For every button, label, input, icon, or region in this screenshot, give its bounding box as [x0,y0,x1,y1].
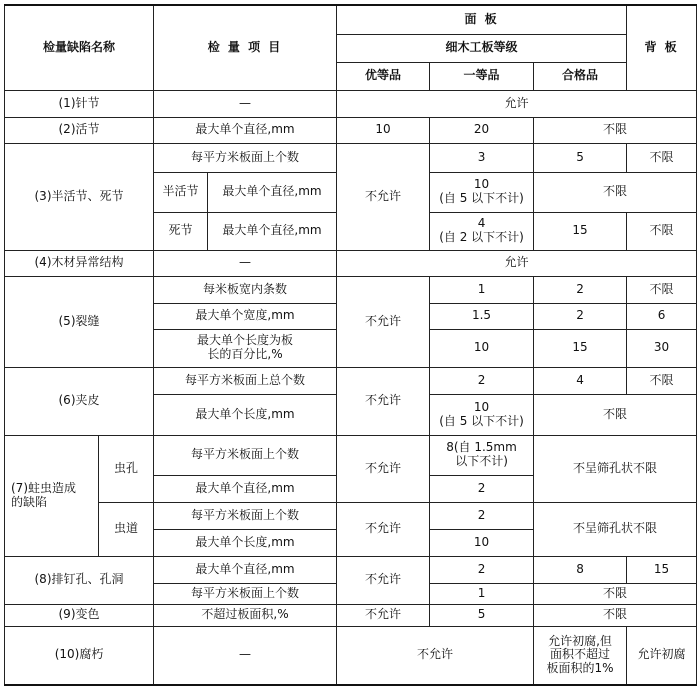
inspection-item: 最大单个直径,mm [154,475,337,502]
value-cell: 15 [534,329,627,367]
table-row [5,143,697,172]
defect-name: (10)腐朽 [5,626,154,685]
inspection-item: 最大单个直径,mm [208,212,337,250]
header-grade-first: 一等品 [430,62,534,90]
value-cell: 2 [534,276,627,303]
table-row [5,604,697,626]
value-cell: 允许 [337,90,697,117]
inspection-item: 每平方米板面上个数 [154,583,337,604]
table-row [5,435,697,475]
table-row [5,117,697,143]
value-cell: 10 [430,529,534,556]
inspection-item: 不超过板面积,% [154,604,337,626]
value-cell: 15 [534,212,627,250]
value-cell: 2 [430,502,534,529]
value-cell: 1 [430,276,534,303]
value-cell [430,212,534,250]
inspection-item: 最大单个直径,mm [208,172,337,212]
defect-spec-table [4,4,697,686]
header-defect-name: 检量缺陷名称 [5,5,154,90]
value-line: 板面积的1% [546,661,614,676]
header-grade-title: 细木工板等级 [337,34,627,62]
value-note: (自 2 以下不计) [439,230,524,244]
inspection-item: 每平方米板面上个数 [154,435,337,475]
inspection-item: 每米板宽内条数 [154,276,337,303]
inspection-item: 每平方米板面上个数 [154,502,337,529]
value-cell [430,435,534,475]
table-row [5,556,697,583]
table-row [5,502,697,529]
value-cell: 不允许 [337,556,430,604]
inspection-item: 最大单个长度,mm [154,394,337,435]
value-cell: 2 [430,556,534,583]
value-cell [430,172,534,212]
item-line: 最大单个长度为板 [197,333,294,348]
value-line: 10 [473,399,490,414]
header-inspection-item: 检 量 项 目 [154,5,337,90]
value-cell: 3 [430,143,534,172]
value-cell: 不允许 [337,604,430,626]
value-cell: 2 [430,475,534,502]
value-cell: 不限 [627,276,697,303]
value-cell: 不允许 [337,626,534,685]
value-cell: 5 [430,604,534,626]
value-cell [534,626,627,685]
defect-name: (2)活节 [5,117,154,143]
defect-name: (5)裂缝 [5,276,154,367]
value-cell: 10 [337,117,430,143]
name-line: (7)蛀虫造成 [11,480,76,495]
value-line: 8(自 1.5mm [446,440,517,455]
inspection-item: — [154,90,337,117]
inspection-item: 最大单个宽度,mm [154,303,337,329]
value-cell: 1 [430,583,534,604]
value-cell: 10 [430,329,534,367]
value-line: 10 [473,177,490,192]
defect-name: (4)木材异常结构 [5,250,154,276]
value-cell: 不限 [627,367,697,394]
header-grade-qualified: 合格品 [534,62,627,90]
value-cell: 不限 [627,143,697,172]
item-line: 长的百分比,% [207,347,283,361]
sub-defect-name: 虫孔 [99,435,154,502]
value-line: 面积不超过 [550,647,611,662]
value-cell: 不允许 [337,367,430,435]
defect-name [5,435,99,556]
table-row [5,90,697,117]
defect-name: (8)排钉孔、孔洞 [5,556,154,604]
inspection-item: 最大单个直径,mm [154,556,337,583]
value-note: (自 5 以下不计) [439,413,524,428]
value-cell: 6 [627,303,697,329]
inspection-item: — [154,250,337,276]
value-cell: 8 [534,556,627,583]
value-cell: 不允许 [337,276,430,367]
header-face-board: 面 板 [337,5,627,34]
value-note: (自 5 以下不计) [439,191,524,205]
value-note: 以下不计) [455,454,508,468]
inspection-item: 最大单个长度,mm [154,529,337,556]
inspection-item [154,329,337,367]
defect-name: (6)夹皮 [5,367,154,435]
value-cell: 不限 [534,117,697,143]
inspection-item: 每平方米板面上个数 [154,143,337,172]
value-cell: 20 [430,117,534,143]
value-cell: 不呈筛孔状不限 [534,502,697,556]
value-cell: 4 [534,367,627,394]
sub-defect-name: 虫道 [99,502,154,556]
table-row [5,250,697,276]
value-cell: 允许 [337,250,697,276]
value-cell: 不呈筛孔状不限 [534,435,697,502]
table-row [5,626,697,685]
name-line: 的缺陷 [11,494,48,509]
header-grade-best: 优等品 [337,62,430,90]
defect-name: (9)变色 [5,604,154,626]
sub-defect-name: 死节 [154,212,208,250]
value-line: 4 [477,216,486,231]
value-cell: 不限 [627,212,697,250]
defect-name: (1)针节 [5,90,154,117]
inspection-item: 最大单个直径,mm [154,117,337,143]
value-cell: 不限 [534,394,697,435]
value-cell: 不允许 [337,143,430,250]
inspection-item: 每平方米板面上总个数 [154,367,337,394]
value-cell: 2 [534,303,627,329]
inspection-item: — [154,626,337,685]
table-row [5,367,697,394]
value-cell: 不允许 [337,502,430,556]
value-cell: 不限 [534,604,697,626]
table-row [5,276,697,303]
value-cell: 1.5 [430,303,534,329]
value-cell: 不允许 [337,435,430,502]
value-cell: 15 [627,556,697,583]
value-cell [430,394,534,435]
value-cell: 允许初腐 [627,626,697,685]
value-line: 允许初腐,但 [548,633,612,648]
value-cell: 30 [627,329,697,367]
value-cell: 5 [534,143,627,172]
value-cell: 2 [430,367,534,394]
header-row-1 [5,5,697,34]
value-cell: 不限 [534,583,697,604]
value-cell: 不限 [534,172,697,212]
sub-defect-name: 半活节 [154,172,208,212]
defect-name: (3)半活节、死节 [5,143,154,250]
header-back-board: 背 板 [627,5,697,90]
